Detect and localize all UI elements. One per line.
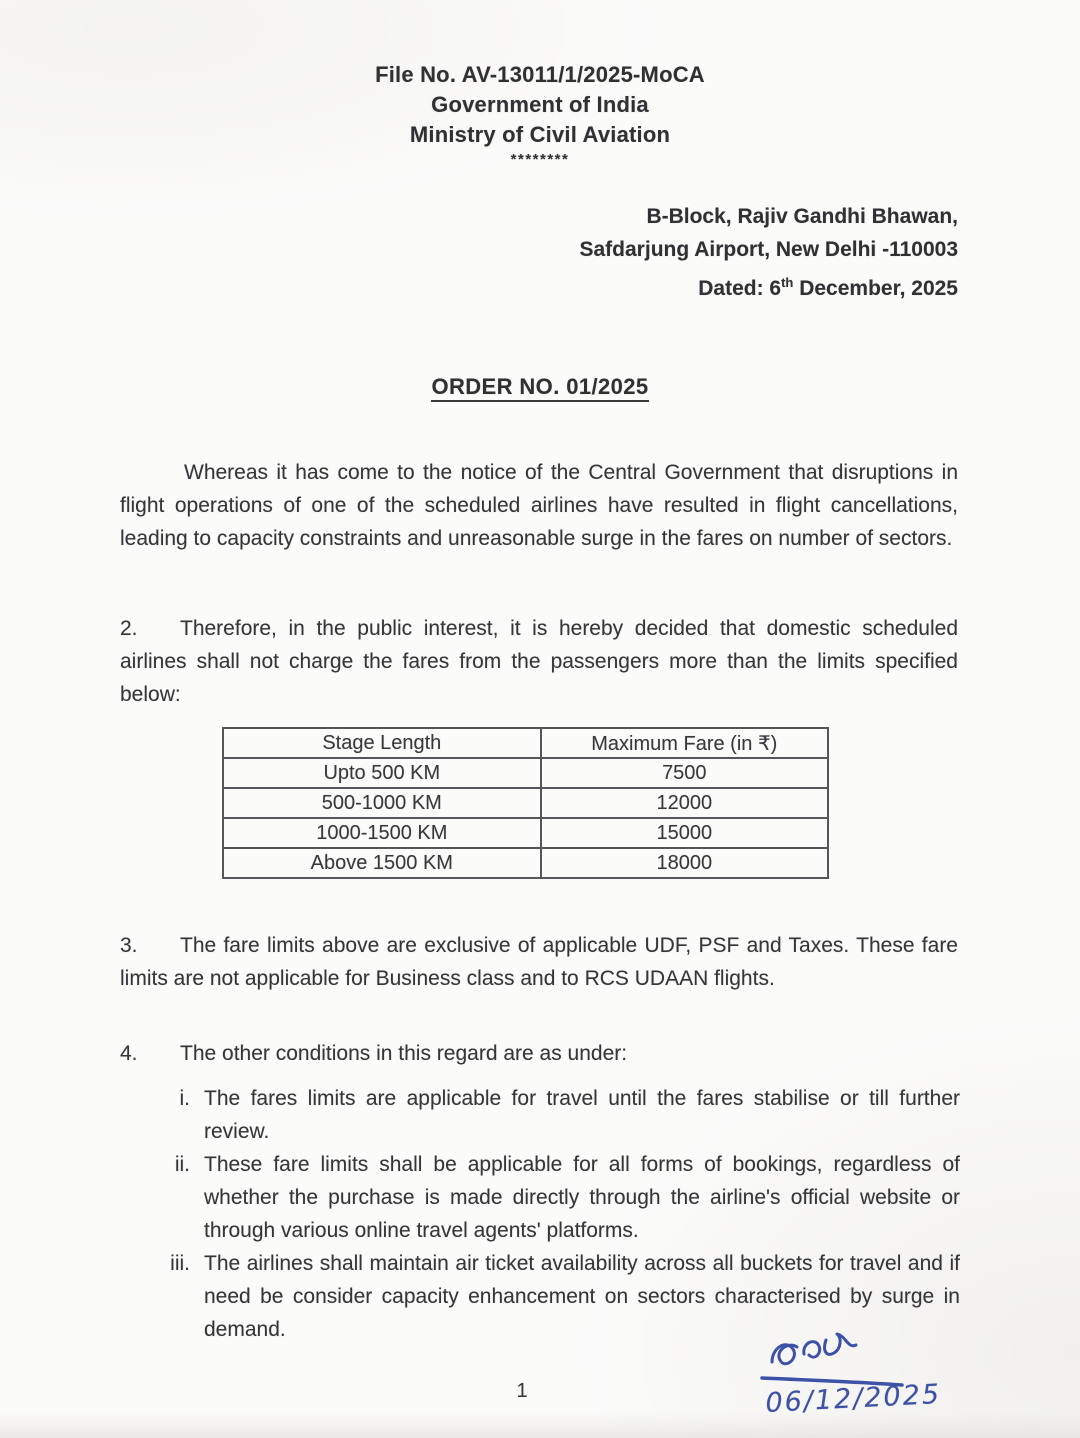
paragraph-intro: Whereas it has come to the notice of the Central Government that disruptions in flight operations of one of the scheduled airlines have resulted in flight cancellations, leading to capacity constraints and unreasonable surge in the fares on number of sectors. bbox=[120, 461, 958, 550]
table-row bbox=[223, 758, 828, 788]
conditions-list bbox=[158, 1082, 960, 1346]
list-item bbox=[158, 1148, 960, 1247]
dated-prefix: Dated: 6 bbox=[698, 277, 782, 300]
asterisk-separator: ******** bbox=[510, 151, 570, 168]
page-number: 1 bbox=[516, 1380, 528, 1402]
stage-length-cell: Above 1500 KM bbox=[223, 848, 541, 878]
paragraph-2-text: Therefore, in the public interest, it is hereby decided that domestic scheduled airlines shall not charge the fares from the passengers more than the limits specified below: bbox=[120, 617, 958, 706]
handwritten-signature bbox=[738, 1318, 968, 1426]
file-number: File No. AV-13011/1/2025-MoCA bbox=[375, 62, 705, 87]
fare-cell: 18000 bbox=[541, 848, 828, 878]
ministry-line: Ministry of Civil Aviation bbox=[409, 122, 671, 147]
list-item bbox=[158, 1082, 960, 1148]
paragraph-4 bbox=[120, 1037, 958, 1070]
table-row bbox=[223, 788, 828, 818]
dated-superscript: th bbox=[781, 275, 794, 290]
order-title: ORDER NO. 01/2025 bbox=[0, 374, 1080, 400]
fare-limits-table bbox=[222, 727, 829, 879]
stage-length-cell: 1000-1500 KM bbox=[223, 818, 541, 848]
address-block bbox=[580, 200, 959, 305]
stage-length-cell: Upto 500 KM bbox=[223, 758, 541, 788]
dated-suffix: December, 2025 bbox=[793, 277, 958, 300]
address-line-1: B-Block, Rajiv Gandhi Bhawan, bbox=[646, 205, 958, 228]
header-maximum-fare: Maximum Fare (in ₹) bbox=[541, 728, 828, 758]
paragraph-4-number: 4. bbox=[120, 1042, 138, 1065]
condition-2-number: ii. bbox=[174, 1153, 190, 1176]
stage-length-cell: 500-1000 KM bbox=[223, 788, 541, 818]
paragraph-2-number: 2. bbox=[120, 617, 138, 640]
fare-cell: 12000 bbox=[541, 788, 828, 818]
paragraph-3-text: The fare limits above are exclusive of applicable UDF, PSF and Taxes. These fare limits are not applicable for Business class and to RCS UDAAN flights. bbox=[120, 934, 958, 990]
table-row bbox=[223, 818, 828, 848]
header-stage-length: Stage Length bbox=[223, 728, 541, 758]
signature-date: 06/12/2025 bbox=[764, 1378, 942, 1419]
table-row bbox=[223, 848, 828, 878]
dated-line bbox=[580, 266, 959, 305]
paragraph-3-number: 3. bbox=[120, 934, 138, 957]
paragraph-4-text: The other conditions in this regard are as under: bbox=[180, 1042, 628, 1065]
document-header bbox=[0, 60, 1080, 170]
paragraph-2 bbox=[120, 612, 958, 711]
fare-cell: 15000 bbox=[541, 818, 828, 848]
condition-2-text: These fare limits shall be applicable for all forms of bookings, regardless of whether the purchase is made directly through the airline's official website or through various online travel agents' platforms. bbox=[204, 1153, 960, 1242]
condition-3-number: iii. bbox=[170, 1252, 190, 1275]
condition-1-text: The fares limits are applicable for travel until the fares stabilise or till further review. bbox=[204, 1087, 960, 1143]
condition-3-text: The airlines shall maintain air ticket availability across all buckets for travel and if need be consider capacity enhancement on sectors characterised by surge in demand. bbox=[204, 1252, 960, 1341]
paragraph-3 bbox=[120, 929, 958, 995]
fare-cell: 7500 bbox=[541, 758, 828, 788]
address-line-2: Safdarjung Airport, New Delhi -110003 bbox=[579, 238, 958, 261]
government-line: Government of India bbox=[431, 92, 649, 117]
table-header-row bbox=[223, 728, 828, 758]
signature-ink bbox=[738, 1318, 968, 1426]
condition-1-number: i. bbox=[179, 1087, 190, 1110]
signature-scribble bbox=[772, 1334, 856, 1364]
